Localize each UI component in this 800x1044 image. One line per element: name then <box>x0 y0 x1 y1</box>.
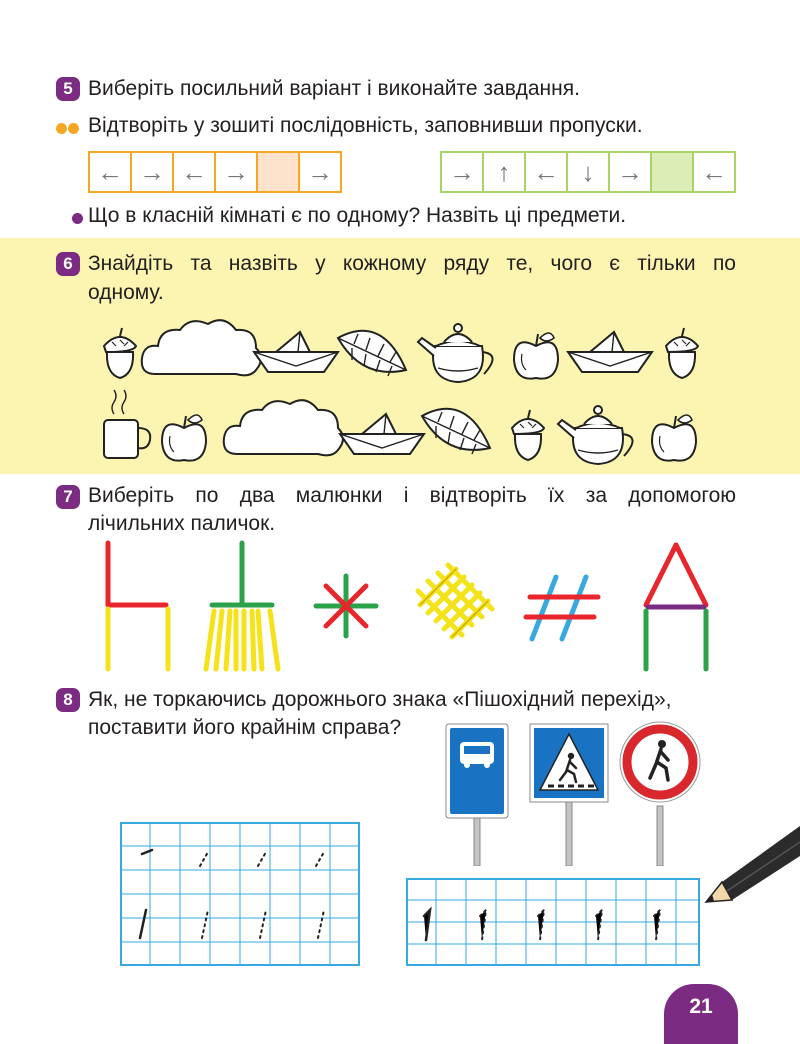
seq-blank-cell <box>652 153 694 191</box>
task-5-bullet: Відтворіть у зошиті послідовність, заповнивши пропуски. <box>88 114 643 137</box>
task-8-line-1: Як, не торкаючись дорожнього знака «Пішохідний перехід», <box>88 688 672 711</box>
task-7-number: 7 <box>56 485 80 509</box>
task-6-line-2: одному. <box>88 281 164 304</box>
bus-stop-sign-icon <box>446 724 508 818</box>
orange-dots-icon <box>56 121 80 139</box>
seq-cell: ↓ <box>568 153 610 191</box>
pedestrian-crossing-sign-icon <box>530 724 608 802</box>
seq-cell: ↑ <box>484 153 526 191</box>
seq-cell: → <box>442 153 484 191</box>
task-5-number: 5 <box>56 77 80 101</box>
seq-cell: ← <box>90 153 132 191</box>
seq-cell: ← <box>174 153 216 191</box>
pencil-icon <box>700 822 800 906</box>
notebook-grid-left <box>120 822 360 966</box>
no-pedestrians-sign-icon <box>620 722 700 802</box>
sequence-orange <box>88 151 342 193</box>
road-signs <box>440 720 710 866</box>
task-8-line-2: поставити його крайнім справа? <box>88 716 402 739</box>
page-number: 21 <box>664 984 738 1044</box>
task-6-pictures <box>0 300 800 474</box>
notebook-grid-right <box>406 878 700 966</box>
seq-cell: → <box>132 153 174 191</box>
counting-sticks-figures <box>0 535 800 685</box>
task-5-instruction: Виберіть посильний варіант і виконайте завдання. <box>88 77 580 100</box>
task-6-line-1: Знайдіть та назвіть у кожному ряду те, чого є тільки по <box>88 252 736 275</box>
seq-cell: → <box>300 153 340 191</box>
task-7-line-2: лічильних паличок. <box>88 512 276 535</box>
sequence-green <box>440 151 736 193</box>
seq-cell: ← <box>694 153 734 191</box>
task-5-question: Що в класній кімнаті є по одному? Назвіть ці предмети. <box>88 204 627 227</box>
purple-dot-icon <box>72 211 83 229</box>
seq-blank-cell <box>258 153 300 191</box>
seq-cell: ← <box>526 153 568 191</box>
task-8-number: 8 <box>56 688 80 712</box>
seq-cell: → <box>216 153 258 191</box>
task-7-line-1: Виберіть по два малюнки і відтворіть їх за допомогою <box>88 484 736 507</box>
seq-cell: → <box>610 153 652 191</box>
task-6-number: 6 <box>56 252 80 276</box>
